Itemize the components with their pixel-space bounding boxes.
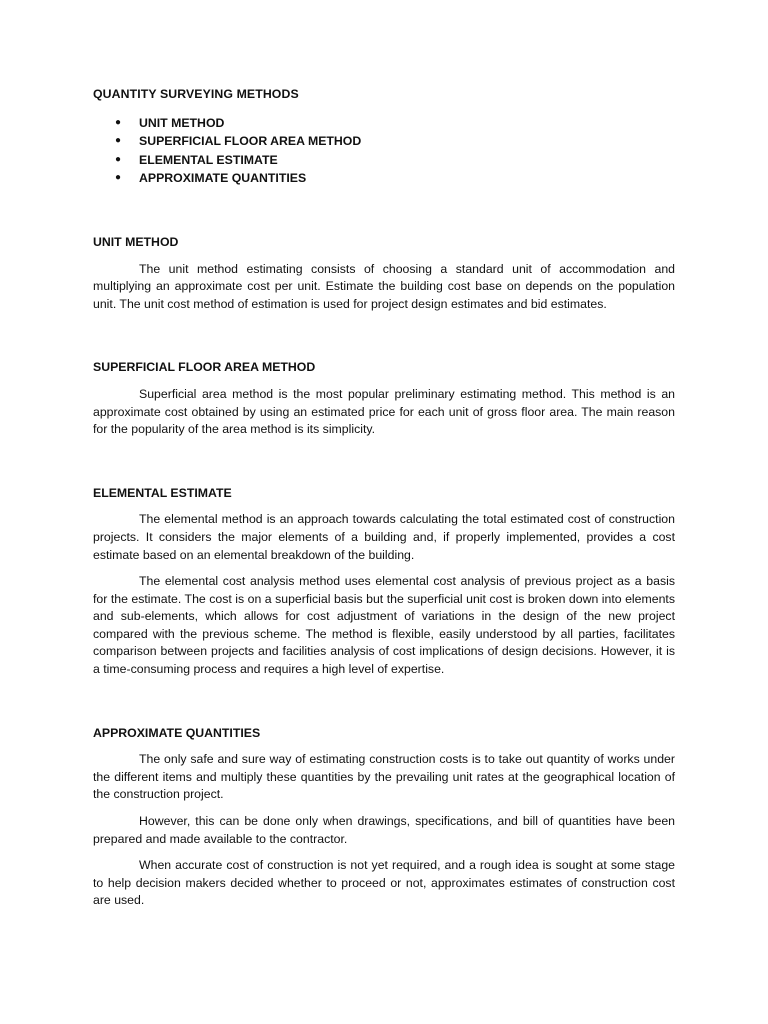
bullet-icon: ● <box>115 172 122 184</box>
section-heading: UNIT METHOD <box>93 234 179 249</box>
bullet-icon: ● <box>115 153 122 165</box>
section-heading: ELEMENTAL ESTIMATE <box>93 485 232 500</box>
section-elemental-estimate <box>93 485 675 679</box>
section-paragraph: The unit method estimating consists of choosing a standard unit of accommodation and multiplying an approximate cost per unit. Estimate the building cost base on depends on the population unit. The unit cost method of estimation is used for project design estimates and bid estimates. <box>93 261 675 311</box>
document-page <box>93 86 675 956</box>
list-item <box>93 114 675 133</box>
list-item <box>93 169 675 188</box>
section-approximate-quantities <box>93 725 675 910</box>
section-paragraph: The elemental method is an approach towards calculating the total estimated cost of construction projects. It considers the major elements of a building and, if properly implemented, provides a cost estimate based on an elemental breakdown of the building. <box>93 512 675 562</box>
methods-bullet-list <box>93 114 675 188</box>
section-heading: APPROXIMATE QUANTITIES <box>93 725 261 740</box>
section-paragraph: The elemental cost analysis method uses elemental cost analysis of previous project as a basis for the estimate. The cost is on a superficial basis but the superficial unit cost is broken down into elements and sub-elements, which allows for cost adjustment of variations in the design of the new project compared with the previous scheme. The method is flexible, easily understood by all parties, facilitates comparison between projects and facilities analysis of cost implications of design decisions. However, it is a time-consuming process and requires a high level of expertise. <box>93 574 675 677</box>
section-superficial-floor-area-method <box>93 359 675 438</box>
list-item <box>93 132 675 151</box>
section-paragraph: However, this can be done only when drawings, specifications, and bill of quantities have been prepared and made available to the contractor. <box>93 814 675 846</box>
list-item <box>93 151 675 170</box>
section-paragraph: Superficial area method is the most popular preliminary estimating method. This method is an approximate cost obtained by using an estimated price for each unit of gross floor area. The main reason for the popularity of the area method is its simplicity. <box>93 386 675 437</box>
list-item-label: UNIT METHOD <box>139 115 225 130</box>
section-heading: SUPERFICIAL FLOOR AREA METHOD <box>93 360 316 375</box>
list-item-label: SUPERFICIAL FLOOR AREA METHOD <box>139 134 362 149</box>
bullet-icon: ● <box>115 135 122 147</box>
section-unit-method <box>93 234 675 313</box>
bullet-icon: ● <box>115 116 122 128</box>
section-paragraph: When accurate cost of construction is not yet required, and a rough idea is sought at some stage to help decision makers decided whether to proceed or not, approximates estimates of construction cost are used. <box>93 858 675 908</box>
list-item-label: APPROXIMATE QUANTITIES <box>139 171 307 186</box>
list-item-label: ELEMENTAL ESTIMATE <box>139 152 278 167</box>
document-title: QUANTITY SURVEYING METHODS <box>93 87 299 101</box>
section-paragraph: The only safe and sure way of estimating construction costs is to take out quantity of works under the different items and multiply these quantities by the prevailing unit rates at the geographical location of the construction project. <box>93 752 675 802</box>
